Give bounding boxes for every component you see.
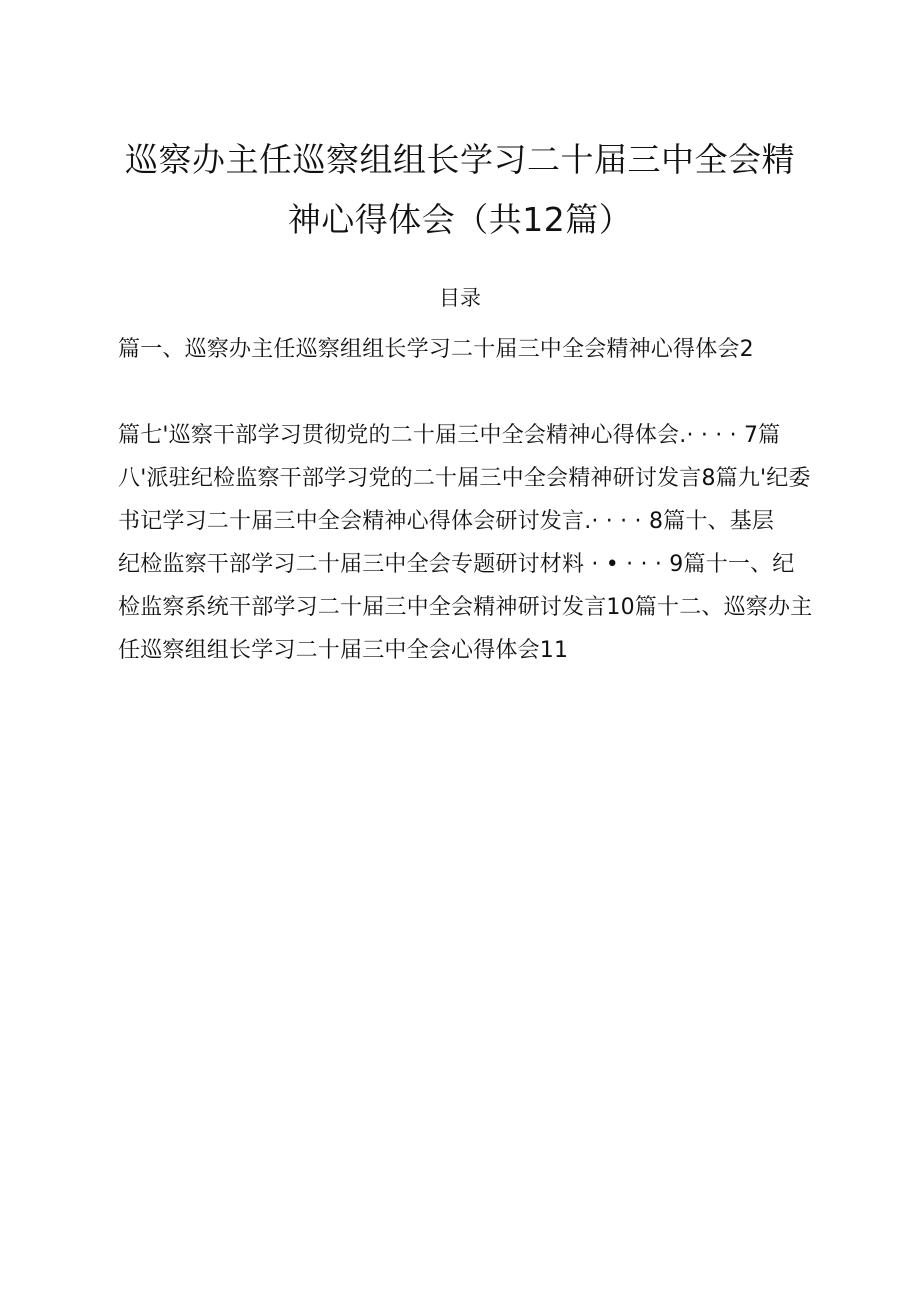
- toc-line: 检监察系统干部学习二十届三中全会精神研讨发言10篇十二、巡察办主: [118, 595, 813, 620]
- toc-line: 八'派驻纪检监察干部学习党的二十届三中全会精神研讨发言8篇九'纪委: [118, 466, 811, 491]
- document-title-line-2: 神心得体会（共12篇）: [287, 200, 633, 239]
- toc-heading: 目录: [439, 286, 481, 310]
- toc-line: 篇七'巡察干部学习贯彻党的二十届三中全会精神心得体会.· · · · 7篇: [118, 423, 781, 448]
- document-title-line-1: 巡察办主任巡察组组长学习二十届三中全会精: [125, 140, 795, 179]
- toc-line: 纪检监察干部学习二十届三中全会专题研讨材料 · • · · · 9篇十一、纪: [118, 552, 795, 577]
- toc-line: 任巡察组组长学习二十届三中全会心得体会11: [118, 638, 569, 663]
- toc-line: 篇一、巡察办主任巡察组组长学习二十届三中全会精神心得体会2: [118, 337, 754, 362]
- toc-line: 书记学习二十届三中全会精神心得体会研讨发言.· · · · 8篇十、基层: [118, 509, 775, 534]
